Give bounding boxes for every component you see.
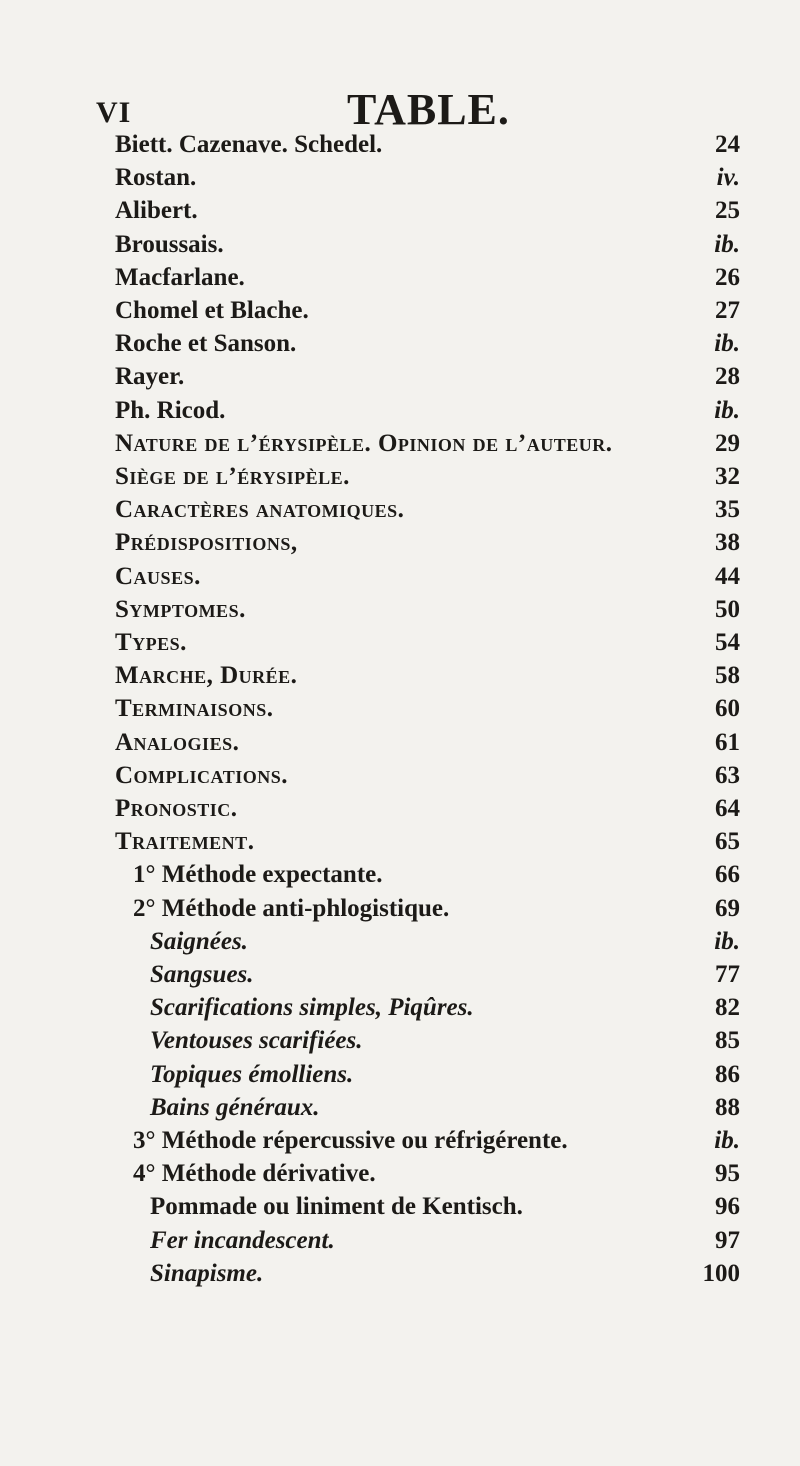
toc-entry [0, 991, 800, 1024]
toc-entry [0, 1091, 800, 1124]
toc-entry-page: 50 [715, 595, 740, 623]
toc-entry-page: 77 [715, 961, 740, 988]
toc-entry-label: Saignées. [150, 927, 248, 955]
toc-entry-page: 95 [715, 1160, 740, 1188]
page-header [92, 84, 712, 132]
toc-entry-page: 100 [702, 1259, 740, 1287]
toc-entry-page: 82 [715, 994, 740, 1022]
toc-entry [0, 1124, 800, 1157]
toc-entry-label: Macfarlane. [115, 263, 245, 291]
toc-entry-page: ib. [714, 1127, 740, 1154]
toc-entry-page: 54 [715, 629, 740, 656]
toc-entry-page: 65 [715, 828, 740, 856]
toc-entry-label: 2° Méthode anti-phlogistique. [133, 894, 450, 922]
toc-entry-label: Pommade ou liniment de Kentisch. [150, 1193, 523, 1221]
toc-entry-label: Prédispositions, [115, 529, 298, 557]
toc-entry [0, 892, 800, 925]
toc-entry-label: Rostan. [115, 164, 197, 192]
toc-entry-label: Pronostic. [115, 795, 238, 822]
toc-entry-page: 96 [715, 1193, 740, 1221]
toc-entry-page: 69 [715, 894, 740, 922]
toc-entry-page: 85 [715, 1027, 740, 1055]
toc-entry-label: Ph. Ricod. [115, 396, 226, 424]
toc-entry [0, 1257, 800, 1290]
toc-entry [0, 958, 800, 991]
toc-entry-label: Chomel et Blache. [115, 297, 309, 324]
toc-entry-page: ib. [714, 230, 740, 258]
toc-entry-page: 28 [715, 363, 740, 391]
toc-entry [0, 427, 800, 460]
toc-entry [0, 825, 800, 858]
toc-entry-label: Complications. [115, 761, 288, 789]
toc-entry [0, 759, 800, 792]
toc-entry-page: 24 [715, 131, 740, 158]
toc-entry-label: Types. [115, 629, 187, 656]
toc-entry [0, 659, 800, 692]
toc-entry-page: 44 [715, 562, 740, 590]
toc-entry-label: Marche, Durée. [115, 662, 298, 690]
toc-entry [0, 1224, 800, 1257]
toc-entry-label: Terminaisons. [115, 695, 274, 723]
toc-entry-page: iv. [716, 164, 740, 192]
toc-entry-label: 1° Méthode expectante. [133, 861, 383, 889]
toc-entry-page: 63 [715, 761, 740, 789]
toc-entry-page: ib. [714, 927, 740, 955]
toc-entry-page: 26 [715, 263, 740, 291]
toc-entry [0, 460, 800, 493]
toc-entry-page: 27 [715, 297, 740, 324]
toc-entry-label: Biett. Cazenave. Schedel. [115, 131, 383, 158]
page-title: TABLE. [347, 85, 510, 134]
toc-entry-page: 29 [715, 429, 740, 457]
toc-entry-page: 64 [715, 795, 740, 822]
toc-entry [0, 1058, 800, 1091]
toc-entry [0, 228, 800, 261]
toc-entry-label: Topiques émolliens. [150, 1060, 354, 1088]
toc-entry-label: Siège de l’érysipèle. [115, 463, 350, 490]
toc-entry [0, 726, 800, 759]
toc-entry-label: Scarifications simples, Piqûres. [150, 994, 474, 1022]
toc-entry-page: 88 [715, 1093, 740, 1121]
toc-entry [0, 327, 800, 360]
toc-entry [0, 394, 800, 427]
toc-entry [0, 161, 800, 194]
toc-entry-label: Causes. [115, 562, 201, 590]
toc-entry-label: Traitement. [115, 828, 255, 856]
toc-entry-page: 35 [715, 496, 740, 524]
toc-entry-label: Bains généraux. [150, 1093, 320, 1121]
toc-entry [0, 626, 800, 659]
toc-entry [0, 360, 800, 393]
toc-entry-label: Sangsues. [150, 961, 254, 988]
toc-entry-page: 86 [715, 1060, 740, 1088]
toc-entry-page: 25 [715, 197, 740, 225]
toc-entry [0, 1190, 800, 1223]
toc-entry [0, 593, 800, 626]
toc-entry-page: 38 [715, 529, 740, 557]
toc-entry-page: ib. [714, 396, 740, 424]
toc-entry [0, 261, 800, 294]
toc-entry-label: Broussais. [115, 230, 224, 258]
toc-entry-page: 97 [715, 1226, 740, 1254]
toc-entry [0, 294, 800, 327]
toc-entry [0, 925, 800, 958]
toc-entry-page: 32 [715, 463, 740, 490]
toc-entry [0, 692, 800, 725]
toc-entry [0, 526, 800, 559]
toc-entry-page: 58 [715, 662, 740, 690]
toc-entry [0, 128, 800, 161]
toc-entry-label: Fer incandescent. [150, 1226, 335, 1254]
toc-entry-page: ib. [714, 330, 740, 358]
toc-entry [0, 493, 800, 526]
toc-entry-label: Ventouses scarifiées. [150, 1027, 363, 1055]
toc-entry-label: 3° Méthode répercussive ou réfrigérente. [133, 1127, 568, 1154]
toc-entry-label: Roche et Sanson. [115, 330, 297, 358]
toc-entry-page: 61 [715, 728, 740, 756]
toc-entry-label: Symptomes. [115, 595, 246, 623]
toc-entry-page: 60 [715, 695, 740, 723]
toc-entry-page: 66 [715, 861, 740, 889]
toc-entry-label: Alibert. [115, 197, 198, 225]
toc-entry [0, 1157, 800, 1190]
toc-entry [0, 1024, 800, 1057]
toc-entry-label: 4° Méthode dérivative. [133, 1160, 376, 1188]
toc-entry [0, 858, 800, 891]
toc-entry [0, 194, 800, 227]
toc-entry-label: Rayer. [115, 363, 185, 391]
toc-entry-label: Analogies. [115, 728, 240, 756]
page-number: VI [96, 96, 132, 129]
toc-entry-label: Caractères anatomiques. [115, 496, 405, 524]
toc-entry-label: Nature de l’érysipèle. Opinion de l’auteur. [115, 429, 613, 457]
toc-entry [0, 560, 800, 593]
toc-entry [0, 792, 800, 825]
toc-entry-label: Sinapisme. [150, 1259, 264, 1287]
